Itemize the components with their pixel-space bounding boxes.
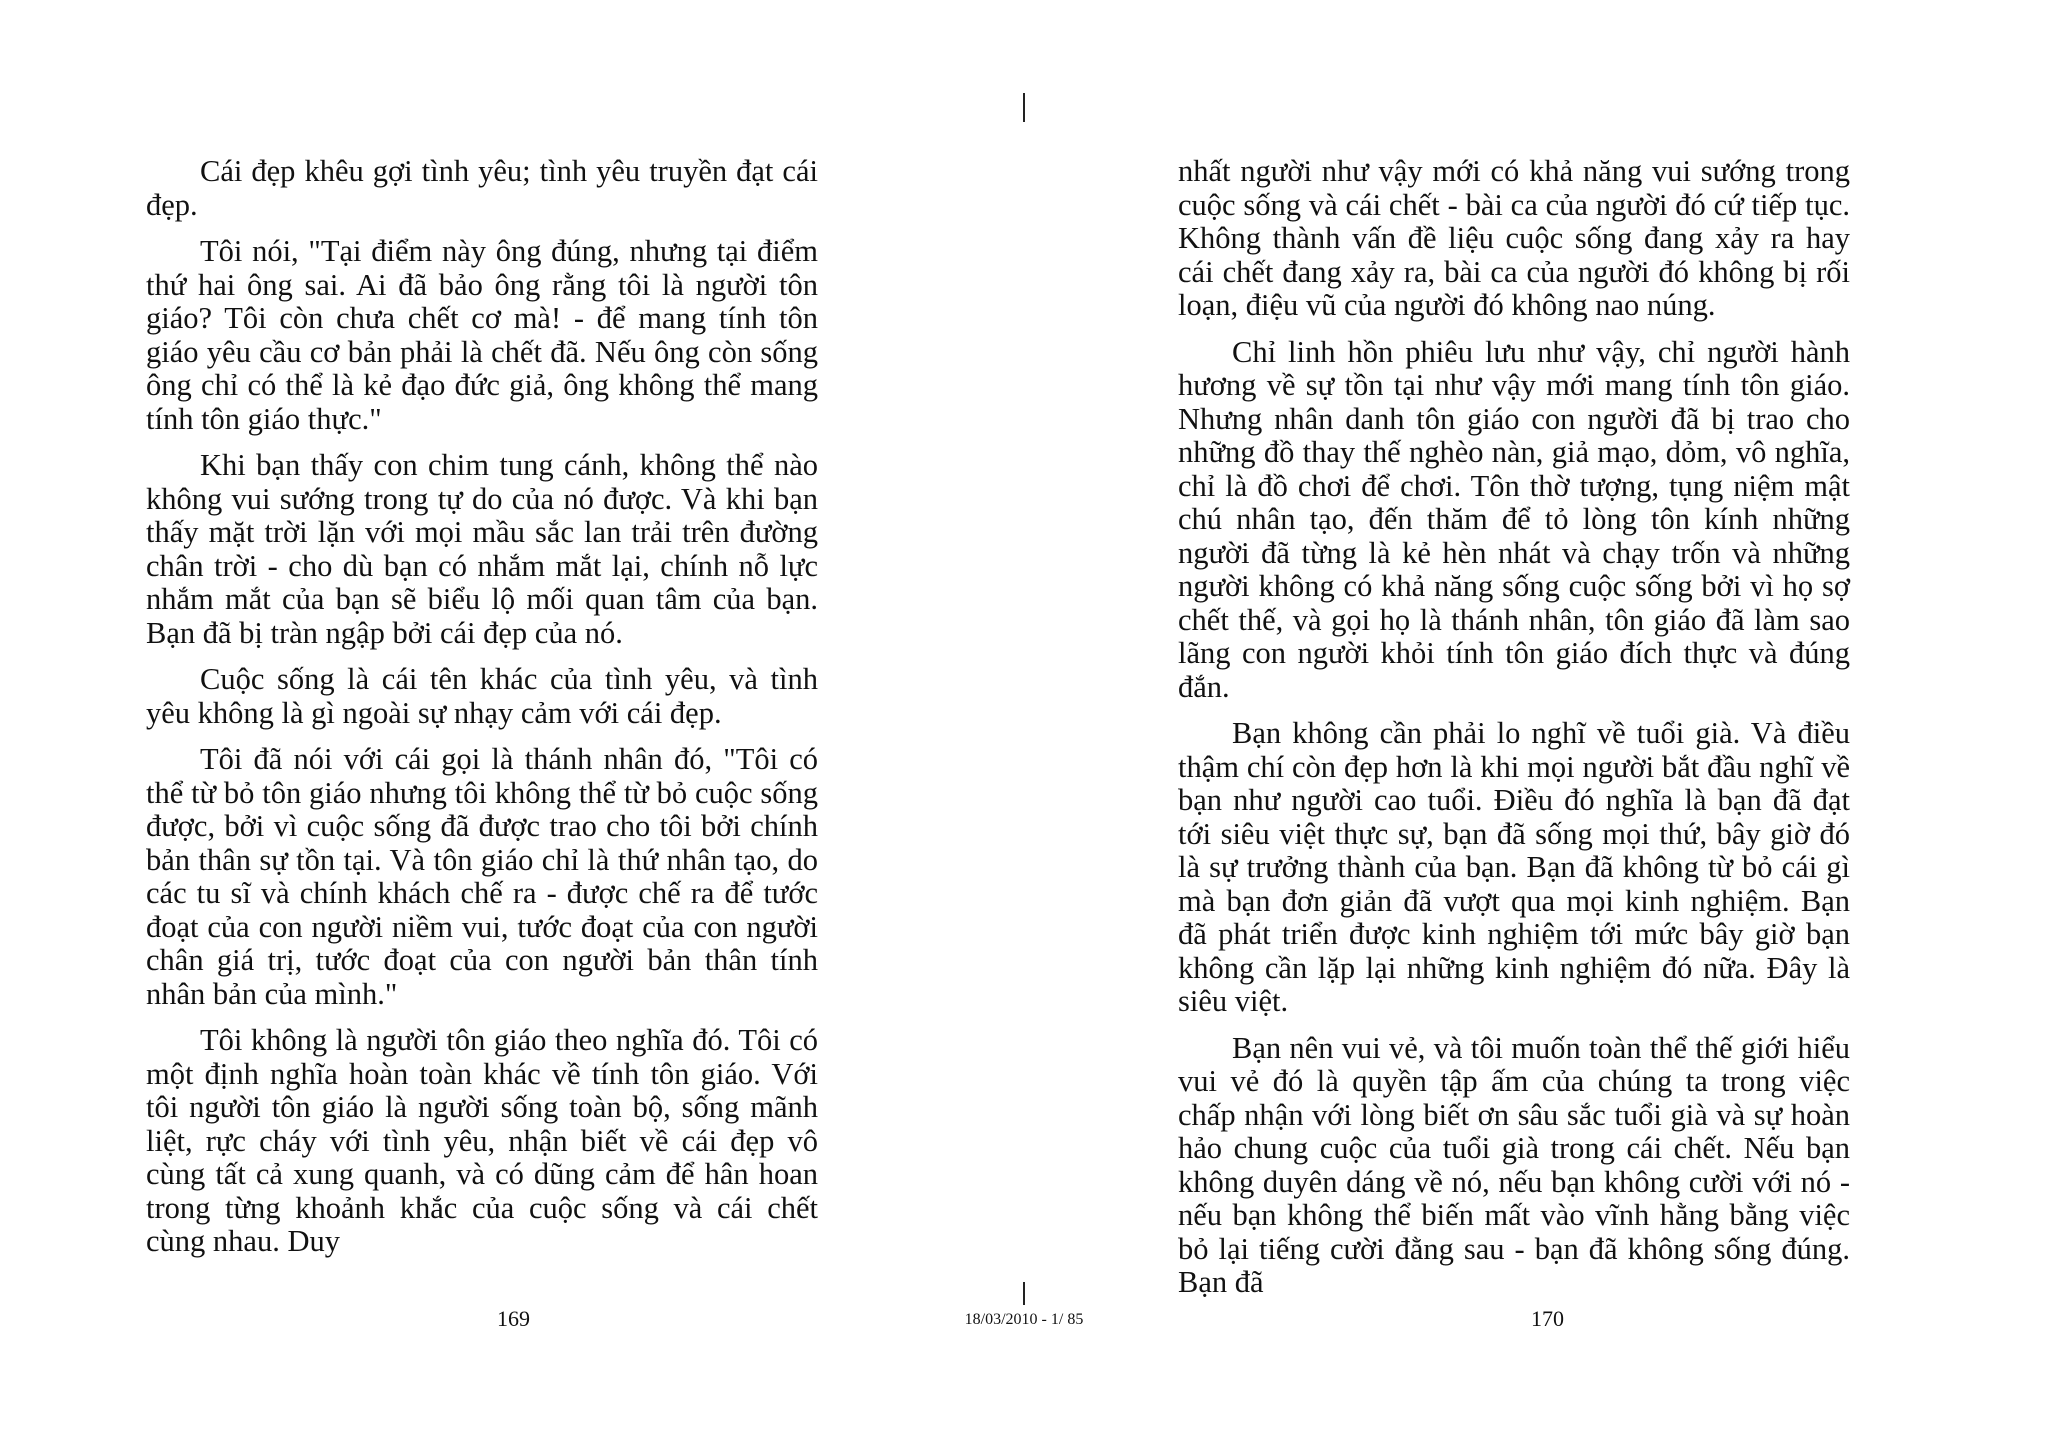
left-paragraph-3: Khi bạn thấy con chim tung cánh, không thể nào không vui sướng trong tự do của nó được. Và khi bạn thấy mặt trời lặn với mọi mầu sắc lan trải trên đường chân trời - cho dù bạn có nhắm mắt lại, chính nỗ lực nhắm mắt của bạn sẽ biểu lộ mối quan tâm của bạn. Bạn đã bị tràn ngập bởi cái đẹp của nó. — [146, 448, 818, 650]
left-paragraph-1: Cái đẹp khêu gợi tình yêu; tình yêu truyền đạt cái đẹp. — [146, 154, 818, 222]
left-page-text — [146, 155, 818, 1272]
right-paragraph-4: Bạn nên vui vẻ, và tôi muốn toàn thể thế giới hiểu vui vẻ đó là quyền tập ấm của chúng ta trong việc chấp nhận với lòng biết ơn sâu sắc tuổi già và sự hoàn hảo chung cuộc của tuổi già trong cái chết. Nếu bạn không duyên dáng về nó, nếu bạn không cười với nó - nếu bạn không thể biến mất vào vĩnh hằng bằng việc bỏ lại tiếng cười đằng sau - bạn đã không sống đúng. Bạn đã — [1178, 1030, 1850, 1299]
right-paragraph-1: nhất người như vậy mới có khả năng vui sướng trong cuộc sống và cái chết - bài ca của người đó cứ tiếp tục. Không thành vấn đề liệu cuộc sống đang xảy ra hay cái chết đang xảy ra, bài ca của người đó không bị rối loạn, điệu vũ của người đó không nao núng. — [1178, 154, 1850, 322]
print-date-stamp: 18/03/2010 - 1/ 85 — [964, 1311, 1084, 1328]
center-fold-mark-top — [1023, 93, 1025, 122]
center-fold-mark-bottom — [1023, 1282, 1025, 1305]
right-paragraph-2: Chỉ linh hồn phiêu lưu như vậy, chỉ người hành hương về sự tồn tại như vậy mới mang tính tôn giáo. Nhưng nhân danh tôn giáo con người đã bị trao cho những đồ thay thế nghèo nàn, giả mạo, dỏm, vô nghĩa, chỉ là đồ chơi để chơi. Tôn thờ tượng, tụng niệm mật chú nhân tạo, đến thăm để tỏ lòng tôn kính những người đã từng là kẻ hèn nhát và chạy trốn và những người không có khả năng sống cuộc sống bởi vì họ sợ chết thế, và gọi họ là thánh nhân, tôn giáo đã làm sao lãng con người khỏi tính tôn giáo đích thực và đúng đắn. — [1178, 334, 1850, 704]
left-paragraph-5: Tôi đã nói với cái gọi là thánh nhân đó, "Tôi có thể từ bỏ tôn giáo nhưng tôi không thể từ bỏ cuộc sống được, bởi vì cuộc sống đã được trao cho tôi bởi chính bản thân sự tồn tại. Và tôn giáo chỉ là thứ nhân tạo, do các tu sĩ và chính khách chế ra - được chế ra để tước đoạt của con người niềm vui, tước đoạt của con người chân giá trị, tước đoạt của con người bản thân tính nhân bản của mình." — [146, 742, 818, 1011]
right-paragraph-3: Bạn không cần phải lo nghĩ về tuổi già. Và điều thậm chí còn đẹp hơn là khi mọi người bắt đầu nghĩ về bạn như người cao tuổi. Điều đó nghĩa là bạn đã đạt tới siêu việt thực sự, bạn đã sống mọi thứ, bây giờ đó là sự trưởng thành của bạn. Bạn đã không từ bỏ cái gì mà bạn đơn giản đã vượt qua mọi kinh nghiệm. Bạn đã phát triển được kinh nghiệm tới mức bây giờ bạn không cần lặp lại những kinh nghiệm đó nữa. Đây là siêu việt. — [1178, 716, 1850, 1018]
left-paragraph-6: Tôi không là người tôn giáo theo nghĩa đó. Tôi có một định nghĩa hoàn toàn khác về tính tôn giáo. Với tôi người tôn giáo là người sống toàn bộ, sống mãnh liệt, rực cháy với tình yêu, nhận biết về cái đẹp vô cùng tất cả xung quanh, và có dũng cảm để hân hoan trong từng khoảnh khắc của cuộc sống và cái chết cùng nhau. Duy — [146, 1023, 818, 1258]
page-number-left: 169 — [497, 1306, 530, 1331]
right-page-text — [1178, 155, 1850, 1313]
left-paragraph-4: Cuộc sống là cái tên khác của tình yêu, và tình yêu không là gì ngoài sự nhạy cảm với cái đẹp. — [146, 662, 818, 730]
page-number-right: 170 — [1531, 1306, 1564, 1331]
left-paragraph-2: Tôi nói, "Tại điểm này ông đúng, nhưng tại điểm thứ hai ông sai. Ai đã bảo ông rằng tôi là người tôn giáo? Tôi còn chưa chết cơ mà! - để mang tính tôn giáo yêu cầu cơ bản phải là chết đã. Nếu ông còn sống ông chỉ có thể là kẻ đạo đức giả, ông không thể mang tính tôn giáo thực." — [146, 234, 818, 436]
